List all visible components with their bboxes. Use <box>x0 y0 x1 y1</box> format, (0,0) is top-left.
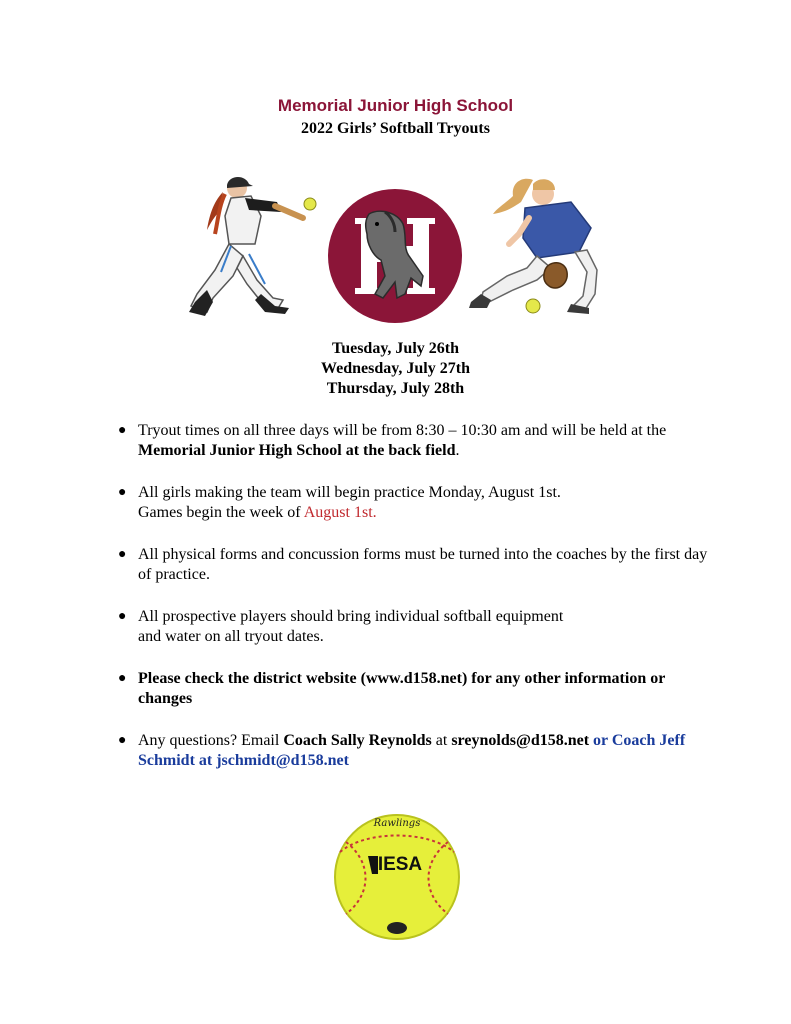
item-text: Any questions? Email <box>138 732 284 749</box>
school-name: Memorial Junior High School <box>277 96 514 115</box>
date-line: Wednesday, July 27th <box>321 360 470 377</box>
list-item <box>118 545 718 585</box>
softball-illustration <box>332 812 462 942</box>
item-text: All physical forms and concussion forms must be turned into the coaches by the first day of practice. <box>138 546 708 583</box>
school-logo <box>325 186 465 326</box>
bullet-icon: ● <box>118 609 127 624</box>
list-item <box>118 607 718 647</box>
item-text: at <box>431 732 452 749</box>
list-item <box>118 669 718 709</box>
bullet-icon: ● <box>118 671 127 686</box>
list-item <box>118 731 718 771</box>
item-text-line <box>138 503 718 523</box>
softball-brand: Rawlings <box>373 818 421 829</box>
date-line: Tuesday, July 26th <box>331 340 459 357</box>
email-link[interactable]: sreynolds@d158.net <box>451 732 590 749</box>
list-item <box>118 421 718 461</box>
info-list <box>118 421 718 793</box>
bullet-icon: ● <box>118 485 127 500</box>
fielder-illustration <box>463 172 613 322</box>
item-text: . <box>455 442 460 459</box>
contact-text: or Coach Jeff Schmidt at jschmidt@d158.net <box>138 732 686 769</box>
bullet-icon: ● <box>118 547 127 562</box>
tryout-dates <box>0 339 791 399</box>
page-subtitle: 2022 Girls’ Softball Tryouts <box>301 120 490 137</box>
softball-league: IESA <box>377 854 423 875</box>
item-text: Tryout times on all three days will be from 8:30 – 10:30 am and will be held at the <box>138 422 667 439</box>
item-text: and water on all tryout dates. <box>138 628 324 645</box>
bullet-icon: ● <box>118 423 127 438</box>
item-text: Games begin the week of <box>138 504 304 521</box>
item-text-bold: Memorial Junior High School at the back field <box>138 442 456 459</box>
date-line: Thursday, July 28th <box>326 380 465 397</box>
list-item <box>118 483 718 523</box>
coach-name: Coach Sally Reynolds <box>283 732 432 749</box>
item-text: All prospective players should bring individual softball equipment <box>138 608 564 625</box>
highlight-date: August 1st. <box>303 504 377 521</box>
bullet-icon: ● <box>118 733 127 748</box>
item-text-bold: Please check the district website (www.d158.net) for any other information or changes <box>138 670 666 707</box>
item-text: All girls making the team will begin practice Monday, August 1st. <box>138 484 561 501</box>
batter-illustration <box>185 172 325 322</box>
